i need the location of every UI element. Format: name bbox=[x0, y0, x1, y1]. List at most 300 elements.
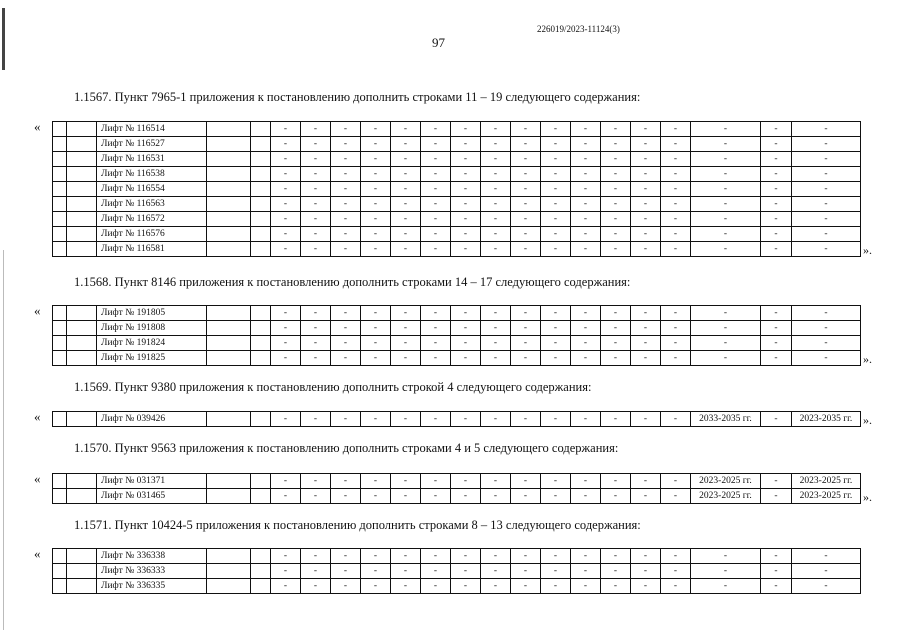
dash-cell: - bbox=[421, 336, 451, 351]
opening-quote: « bbox=[34, 409, 41, 424]
empty-cell bbox=[53, 549, 67, 564]
empty-cell bbox=[67, 474, 97, 489]
end-period-cell: - bbox=[792, 579, 861, 594]
dash-cell: - bbox=[271, 351, 301, 366]
empty-cell bbox=[67, 549, 97, 564]
dash-cell: - bbox=[361, 137, 391, 152]
end-period-cell: - bbox=[792, 227, 861, 242]
dash-cell: - bbox=[511, 242, 541, 257]
dash-cell: - bbox=[571, 227, 601, 242]
dash-cell: - bbox=[451, 182, 481, 197]
dash-cell: - bbox=[761, 549, 792, 564]
dash-cell: - bbox=[271, 242, 301, 257]
section-heading: 1.1567. Пункт 7965-1 приложения к постановлению дополнить строками 11 – 19 следующего содержания: bbox=[74, 90, 641, 104]
empty-cell bbox=[251, 412, 271, 427]
empty-cell bbox=[251, 227, 271, 242]
dash-cell: - bbox=[761, 122, 792, 137]
empty-cell bbox=[251, 336, 271, 351]
start-period-cell: - bbox=[691, 227, 761, 242]
empty-cell bbox=[251, 564, 271, 579]
dash-cell: - bbox=[631, 227, 661, 242]
dash-cell: - bbox=[571, 197, 601, 212]
empty-cell bbox=[207, 167, 251, 182]
closing-quote: ». bbox=[863, 243, 872, 257]
dash-cell: - bbox=[361, 564, 391, 579]
dash-cell: - bbox=[331, 167, 361, 182]
dash-cell: - bbox=[601, 351, 631, 366]
dash-cell: - bbox=[421, 167, 451, 182]
dash-cell: - bbox=[481, 137, 511, 152]
end-period-cell: - bbox=[792, 197, 861, 212]
dash-cell: - bbox=[301, 137, 331, 152]
lift-name-cell: Лифт № 116581 bbox=[97, 242, 207, 257]
dash-cell: - bbox=[541, 152, 571, 167]
dash-cell: - bbox=[331, 122, 361, 137]
table-row bbox=[53, 306, 861, 321]
lift-name-cell: Лифт № 031371 bbox=[97, 474, 207, 489]
dash-cell: - bbox=[601, 564, 631, 579]
dash-cell: - bbox=[391, 474, 421, 489]
dash-cell: - bbox=[631, 489, 661, 504]
dash-cell: - bbox=[331, 474, 361, 489]
dash-cell: - bbox=[271, 564, 301, 579]
dash-cell: - bbox=[511, 212, 541, 227]
dash-cell: - bbox=[511, 564, 541, 579]
empty-cell bbox=[251, 182, 271, 197]
end-period-cell: 2023-2035 гг. bbox=[792, 412, 861, 427]
empty-cell bbox=[251, 474, 271, 489]
dash-cell: - bbox=[301, 212, 331, 227]
dash-cell: - bbox=[661, 474, 691, 489]
empty-cell bbox=[207, 336, 251, 351]
lift-table bbox=[52, 411, 861, 427]
dash-cell: - bbox=[301, 489, 331, 504]
page-number: 97 bbox=[432, 35, 445, 50]
lift-name-cell: Лифт № 336338 bbox=[97, 549, 207, 564]
dash-cell: - bbox=[421, 474, 451, 489]
dash-cell: - bbox=[761, 306, 792, 321]
dash-cell: - bbox=[301, 336, 331, 351]
dash-cell: - bbox=[661, 167, 691, 182]
dash-cell: - bbox=[661, 242, 691, 257]
dash-cell: - bbox=[571, 306, 601, 321]
empty-cell bbox=[207, 412, 251, 427]
dash-cell: - bbox=[571, 152, 601, 167]
dash-cell: - bbox=[631, 137, 661, 152]
dash-cell: - bbox=[481, 306, 511, 321]
dash-cell: - bbox=[571, 489, 601, 504]
empty-cell bbox=[53, 336, 67, 351]
dash-cell: - bbox=[451, 122, 481, 137]
dash-cell: - bbox=[761, 579, 792, 594]
empty-cell bbox=[207, 306, 251, 321]
dash-cell: - bbox=[631, 412, 661, 427]
dash-cell: - bbox=[761, 474, 792, 489]
dash-cell: - bbox=[391, 351, 421, 366]
dash-cell: - bbox=[661, 122, 691, 137]
dash-cell: - bbox=[451, 549, 481, 564]
table-row bbox=[53, 351, 861, 366]
dash-cell: - bbox=[571, 167, 601, 182]
empty-cell bbox=[207, 564, 251, 579]
dash-cell: - bbox=[571, 242, 601, 257]
dash-cell: - bbox=[511, 137, 541, 152]
dash-cell: - bbox=[541, 227, 571, 242]
empty-cell bbox=[67, 182, 97, 197]
end-period-cell: - bbox=[792, 336, 861, 351]
empty-cell bbox=[53, 564, 67, 579]
dash-cell: - bbox=[391, 549, 421, 564]
empty-cell bbox=[53, 306, 67, 321]
dash-cell: - bbox=[601, 474, 631, 489]
dash-cell: - bbox=[601, 122, 631, 137]
dash-cell: - bbox=[391, 579, 421, 594]
dash-cell: - bbox=[271, 137, 301, 152]
dash-cell: - bbox=[481, 167, 511, 182]
end-period-cell: - bbox=[792, 137, 861, 152]
dash-cell: - bbox=[571, 137, 601, 152]
dash-cell: - bbox=[761, 227, 792, 242]
dash-cell: - bbox=[301, 182, 331, 197]
empty-cell bbox=[251, 122, 271, 137]
dash-cell: - bbox=[301, 167, 331, 182]
dash-cell: - bbox=[631, 122, 661, 137]
empty-cell bbox=[67, 321, 97, 336]
dash-cell: - bbox=[511, 167, 541, 182]
dash-cell: - bbox=[301, 122, 331, 137]
empty-cell bbox=[251, 167, 271, 182]
dash-cell: - bbox=[541, 122, 571, 137]
dash-cell: - bbox=[301, 306, 331, 321]
dash-cell: - bbox=[661, 351, 691, 366]
empty-cell bbox=[67, 227, 97, 242]
dash-cell: - bbox=[361, 152, 391, 167]
dash-cell: - bbox=[391, 412, 421, 427]
dash-cell: - bbox=[421, 564, 451, 579]
start-period-cell: - bbox=[691, 122, 761, 137]
dash-cell: - bbox=[631, 351, 661, 366]
empty-cell bbox=[251, 137, 271, 152]
dash-cell: - bbox=[761, 412, 792, 427]
dash-cell: - bbox=[571, 474, 601, 489]
dash-cell: - bbox=[601, 412, 631, 427]
start-period-cell: - bbox=[691, 306, 761, 321]
dash-cell: - bbox=[541, 564, 571, 579]
dash-cell: - bbox=[661, 227, 691, 242]
dash-cell: - bbox=[451, 412, 481, 427]
dash-cell: - bbox=[601, 137, 631, 152]
dash-cell: - bbox=[761, 137, 792, 152]
end-period-cell: - bbox=[792, 182, 861, 197]
table-row bbox=[53, 321, 861, 336]
scan-edge-line bbox=[3, 250, 4, 630]
empty-cell bbox=[67, 197, 97, 212]
empty-cell bbox=[207, 474, 251, 489]
dash-cell: - bbox=[391, 242, 421, 257]
empty-cell bbox=[251, 321, 271, 336]
opening-quote: « bbox=[34, 546, 41, 561]
dash-cell: - bbox=[541, 579, 571, 594]
dash-cell: - bbox=[571, 564, 601, 579]
opening-quote: « bbox=[34, 303, 41, 318]
empty-cell bbox=[67, 564, 97, 579]
empty-cell bbox=[207, 242, 251, 257]
dash-cell: - bbox=[661, 321, 691, 336]
empty-cell bbox=[207, 549, 251, 564]
end-period-cell: 2023-2025 гг. bbox=[792, 489, 861, 504]
end-period-cell: - bbox=[792, 564, 861, 579]
dash-cell: - bbox=[451, 351, 481, 366]
dash-cell: - bbox=[511, 474, 541, 489]
dash-cell: - bbox=[601, 579, 631, 594]
table-row bbox=[53, 549, 861, 564]
dash-cell: - bbox=[271, 321, 301, 336]
empty-cell bbox=[207, 137, 251, 152]
empty-cell bbox=[67, 412, 97, 427]
dash-cell: - bbox=[511, 122, 541, 137]
empty-cell bbox=[53, 242, 67, 257]
dash-cell: - bbox=[541, 549, 571, 564]
empty-cell bbox=[67, 351, 97, 366]
dash-cell: - bbox=[271, 167, 301, 182]
dash-cell: - bbox=[331, 197, 361, 212]
dash-cell: - bbox=[271, 579, 301, 594]
lift-table bbox=[52, 473, 861, 504]
lift-name-cell: Лифт № 039426 bbox=[97, 412, 207, 427]
empty-cell bbox=[53, 412, 67, 427]
lift-name-cell: Лифт № 116563 bbox=[97, 197, 207, 212]
dash-cell: - bbox=[361, 351, 391, 366]
dash-cell: - bbox=[421, 122, 451, 137]
empty-cell bbox=[207, 152, 251, 167]
dash-cell: - bbox=[301, 152, 331, 167]
dash-cell: - bbox=[421, 351, 451, 366]
dash-cell: - bbox=[301, 549, 331, 564]
dash-cell: - bbox=[331, 137, 361, 152]
dash-cell: - bbox=[361, 306, 391, 321]
empty-cell bbox=[207, 579, 251, 594]
dash-cell: - bbox=[481, 242, 511, 257]
dash-cell: - bbox=[541, 489, 571, 504]
start-period-cell: - bbox=[691, 351, 761, 366]
dash-cell: - bbox=[271, 197, 301, 212]
dash-cell: - bbox=[271, 474, 301, 489]
dash-cell: - bbox=[451, 321, 481, 336]
dash-cell: - bbox=[601, 197, 631, 212]
empty-cell bbox=[251, 197, 271, 212]
table-row bbox=[53, 212, 861, 227]
dash-cell: - bbox=[481, 489, 511, 504]
dash-cell: - bbox=[271, 182, 301, 197]
start-period-cell: 2023-2025 гг. bbox=[691, 474, 761, 489]
dash-cell: - bbox=[601, 489, 631, 504]
empty-cell bbox=[251, 579, 271, 594]
dash-cell: - bbox=[761, 182, 792, 197]
dash-cell: - bbox=[631, 197, 661, 212]
dash-cell: - bbox=[271, 489, 301, 504]
dash-cell: - bbox=[451, 137, 481, 152]
lift-name-cell: Лифт № 116538 bbox=[97, 167, 207, 182]
dash-cell: - bbox=[451, 152, 481, 167]
dash-cell: - bbox=[571, 321, 601, 336]
dash-cell: - bbox=[661, 579, 691, 594]
dash-cell: - bbox=[631, 152, 661, 167]
dash-cell: - bbox=[541, 167, 571, 182]
dash-cell: - bbox=[761, 564, 792, 579]
table-row bbox=[53, 152, 861, 167]
dash-cell: - bbox=[271, 122, 301, 137]
dash-cell: - bbox=[301, 321, 331, 336]
empty-cell bbox=[53, 122, 67, 137]
start-period-cell: - bbox=[691, 212, 761, 227]
end-period-cell: - bbox=[792, 321, 861, 336]
dash-cell: - bbox=[481, 549, 511, 564]
end-period-cell: - bbox=[792, 549, 861, 564]
dash-cell: - bbox=[661, 336, 691, 351]
empty-cell bbox=[53, 167, 67, 182]
section-heading: 1.1571. Пункт 10424-5 приложения к постановлению дополнить строками 8 – 13 следующего содержания: bbox=[74, 518, 641, 532]
dash-cell: - bbox=[301, 474, 331, 489]
dash-cell: - bbox=[361, 579, 391, 594]
dash-cell: - bbox=[601, 167, 631, 182]
dash-cell: - bbox=[571, 549, 601, 564]
dash-cell: - bbox=[631, 474, 661, 489]
lift-name-cell: Лифт № 116514 bbox=[97, 122, 207, 137]
end-period-cell: - bbox=[792, 122, 861, 137]
dash-cell: - bbox=[361, 197, 391, 212]
dash-cell: - bbox=[391, 564, 421, 579]
dash-cell: - bbox=[481, 227, 511, 242]
dash-cell: - bbox=[451, 242, 481, 257]
dash-cell: - bbox=[481, 336, 511, 351]
dash-cell: - bbox=[301, 412, 331, 427]
dash-cell: - bbox=[541, 306, 571, 321]
dash-cell: - bbox=[661, 306, 691, 321]
dash-cell: - bbox=[301, 242, 331, 257]
lift-name-cell: Лифт № 336335 bbox=[97, 579, 207, 594]
dash-cell: - bbox=[601, 212, 631, 227]
dash-cell: - bbox=[481, 564, 511, 579]
dash-cell: - bbox=[541, 197, 571, 212]
dash-cell: - bbox=[541, 412, 571, 427]
end-period-cell: - bbox=[792, 351, 861, 366]
empty-cell bbox=[67, 579, 97, 594]
table-row bbox=[53, 489, 861, 504]
dash-cell: - bbox=[601, 242, 631, 257]
start-period-cell: - bbox=[691, 152, 761, 167]
dash-cell: - bbox=[271, 152, 301, 167]
dash-cell: - bbox=[571, 182, 601, 197]
dash-cell: - bbox=[481, 122, 511, 137]
dash-cell: - bbox=[761, 351, 792, 366]
lift-table bbox=[52, 548, 861, 594]
empty-cell bbox=[67, 489, 97, 504]
empty-cell bbox=[67, 336, 97, 351]
dash-cell: - bbox=[661, 412, 691, 427]
table-row bbox=[53, 579, 861, 594]
dash-cell: - bbox=[451, 474, 481, 489]
empty-cell bbox=[207, 351, 251, 366]
dash-cell: - bbox=[301, 351, 331, 366]
dash-cell: - bbox=[421, 306, 451, 321]
dash-cell: - bbox=[421, 182, 451, 197]
dash-cell: - bbox=[511, 336, 541, 351]
dash-cell: - bbox=[601, 227, 631, 242]
dash-cell: - bbox=[601, 306, 631, 321]
empty-cell bbox=[207, 197, 251, 212]
dash-cell: - bbox=[301, 564, 331, 579]
dash-cell: - bbox=[511, 412, 541, 427]
dash-cell: - bbox=[331, 579, 361, 594]
dash-cell: - bbox=[331, 152, 361, 167]
dash-cell: - bbox=[361, 212, 391, 227]
dash-cell: - bbox=[451, 212, 481, 227]
dash-cell: - bbox=[481, 321, 511, 336]
dash-cell: - bbox=[271, 306, 301, 321]
dash-cell: - bbox=[761, 336, 792, 351]
dash-cell: - bbox=[481, 212, 511, 227]
dash-cell: - bbox=[451, 489, 481, 504]
empty-cell bbox=[207, 489, 251, 504]
dash-cell: - bbox=[761, 167, 792, 182]
empty-cell bbox=[53, 182, 67, 197]
dash-cell: - bbox=[511, 227, 541, 242]
dash-cell: - bbox=[331, 306, 361, 321]
lift-name-cell: Лифт № 031465 bbox=[97, 489, 207, 504]
dash-cell: - bbox=[451, 306, 481, 321]
dash-cell: - bbox=[391, 306, 421, 321]
opening-quote: « bbox=[34, 471, 41, 486]
dash-cell: - bbox=[331, 227, 361, 242]
empty-cell bbox=[67, 212, 97, 227]
dash-cell: - bbox=[331, 351, 361, 366]
lift-name-cell: Лифт № 116531 bbox=[97, 152, 207, 167]
dash-cell: - bbox=[631, 306, 661, 321]
dash-cell: - bbox=[391, 197, 421, 212]
dash-cell: - bbox=[481, 412, 511, 427]
closing-quote: ». bbox=[863, 490, 872, 504]
dash-cell: - bbox=[761, 242, 792, 257]
dash-cell: - bbox=[761, 489, 792, 504]
table-row bbox=[53, 227, 861, 242]
dash-cell: - bbox=[421, 137, 451, 152]
dash-cell: - bbox=[451, 167, 481, 182]
dash-cell: - bbox=[601, 549, 631, 564]
dash-cell: - bbox=[331, 489, 361, 504]
scan-edge-mark bbox=[2, 8, 5, 70]
dash-cell: - bbox=[541, 212, 571, 227]
start-period-cell: - bbox=[691, 321, 761, 336]
empty-cell bbox=[207, 122, 251, 137]
dash-cell: - bbox=[481, 474, 511, 489]
dash-cell: - bbox=[271, 212, 301, 227]
dash-cell: - bbox=[631, 321, 661, 336]
document-id: 226019/2023-11124(3) bbox=[537, 24, 620, 34]
dash-cell: - bbox=[661, 137, 691, 152]
empty-cell bbox=[53, 152, 67, 167]
section-heading: 1.1569. Пункт 9380 приложения к постановлению дополнить строкой 4 следующего содержания: bbox=[74, 380, 592, 394]
dash-cell: - bbox=[761, 212, 792, 227]
dash-cell: - bbox=[421, 242, 451, 257]
dash-cell: - bbox=[451, 227, 481, 242]
dash-cell: - bbox=[511, 152, 541, 167]
section-heading: 1.1568. Пункт 8146 приложения к постановлению дополнить строками 14 – 17 следующего содержания: bbox=[74, 275, 631, 289]
dash-cell: - bbox=[481, 182, 511, 197]
dash-cell: - bbox=[631, 182, 661, 197]
dash-cell: - bbox=[331, 412, 361, 427]
start-period-cell: - bbox=[691, 564, 761, 579]
dash-cell: - bbox=[661, 564, 691, 579]
